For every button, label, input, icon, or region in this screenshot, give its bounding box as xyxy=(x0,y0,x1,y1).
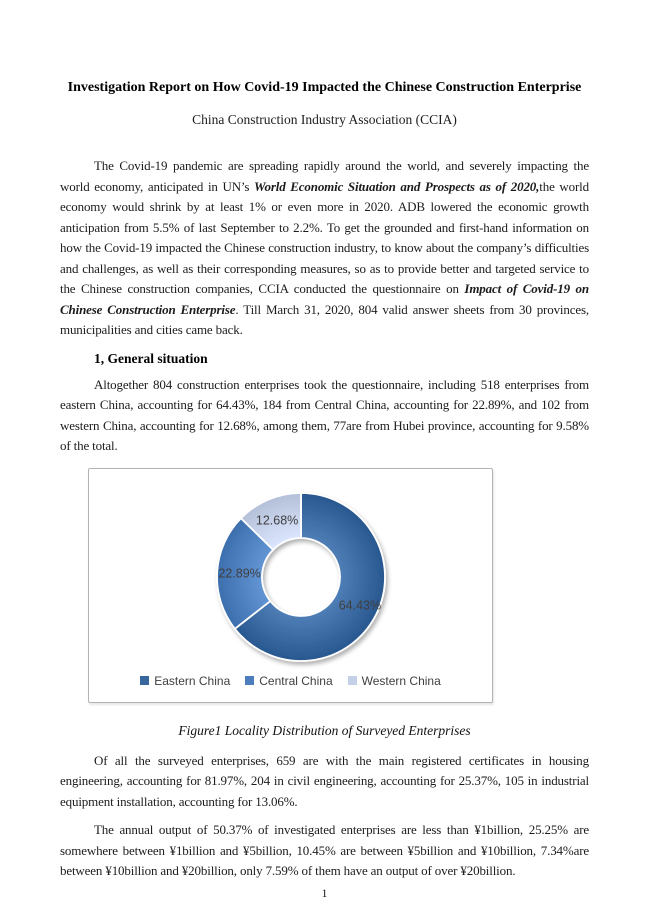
slice-label: 22.89% xyxy=(218,566,261,581)
paragraph-certificates: Of all the surveyed enterprises, 659 are with the main registered certificates in housing engineering, accounting for 81.97%, 204 in civil engineering, accounting for 25.37%, 105 in industrial equipment installation, accounting for 13.06%. xyxy=(60,752,589,809)
paragraph-annual-output: The annual output of 50.37% of investigated enterprises are less than ¥1billion, 25.25% are somewhere between ¥1billion and ¥5billion, 10.45% are between ¥5billion and ¥10billion, 7.34%are between ¥10billion and ¥20billion, only 7.59% of them have an output of over ¥20billion. xyxy=(60,822,589,878)
text-run: the world economy would shrink by at least 1% or even more in 2020. ADB lowered the economic growth anticipation from 5.5% of last September to 2.2%. To get the grounded and first-hand information on how the Covid-19 impacted the Chinese construction industry, to know about the company’s difficulties and challenges, as well as their corresponding measures, so as to provide better and targeted service to the Chinese construction companies, CCIA conducted the questionnaire on xyxy=(60,178,589,296)
legend-item-eastern-china xyxy=(140,674,230,688)
legend-swatch-icon xyxy=(348,676,357,685)
section-heading-general-situation: 1, General situation xyxy=(94,350,208,366)
text-run: . Till March 31, 2020, 804 valid answer sheets from 30 provinces, municipalities and cities came back. xyxy=(60,301,589,337)
text-run: The Covid-19 pandemic are spreading rapidly around the world, and severely impacting the world economy, anticipated in UN’s xyxy=(60,158,589,194)
paragraph-intro xyxy=(60,156,589,341)
legend-item-western-china xyxy=(348,674,441,688)
slice-label: 12.68% xyxy=(255,512,299,527)
legend-label: Central China xyxy=(259,673,333,688)
emphasized-text-run: Impact of Covid-19 on Chinese Construction Enterprise xyxy=(60,281,589,317)
legend-swatch-icon xyxy=(245,676,254,685)
legend-item-central-china xyxy=(245,674,332,688)
page-number: 1 xyxy=(321,885,328,900)
page-subtitle: China Construction Industry Association (CCIA) xyxy=(192,112,457,127)
legend-swatch-icon xyxy=(140,676,149,685)
chart-frame xyxy=(88,468,493,703)
chart-legend xyxy=(89,674,492,688)
legend-label: Western China xyxy=(361,673,441,688)
donut-chart xyxy=(89,469,494,704)
legend-label: Eastern China xyxy=(154,673,231,688)
paragraph-general-situation: Altogether 804 construction enterprises took the questionnaire, including 518 enterprises from eastern China, accounting for 64.43%, 184 from Central China, accounting for 22.89%, and 102 from western China, accounting for 12.68%, among them, 77are from Hubei province, accounting for 9.58% of the total. xyxy=(60,376,589,453)
page-title: Investigation Report on How Covid-19 Impacted the Chinese Construction Enterprise xyxy=(67,80,582,95)
emphasized-text-run: World Economic Situation and Prospects as of 2020, xyxy=(254,178,540,194)
figure-caption: Figure1 Locality Distribution of Surveyed Enterprises xyxy=(178,722,471,738)
slice-label: 64.43% xyxy=(338,598,382,613)
